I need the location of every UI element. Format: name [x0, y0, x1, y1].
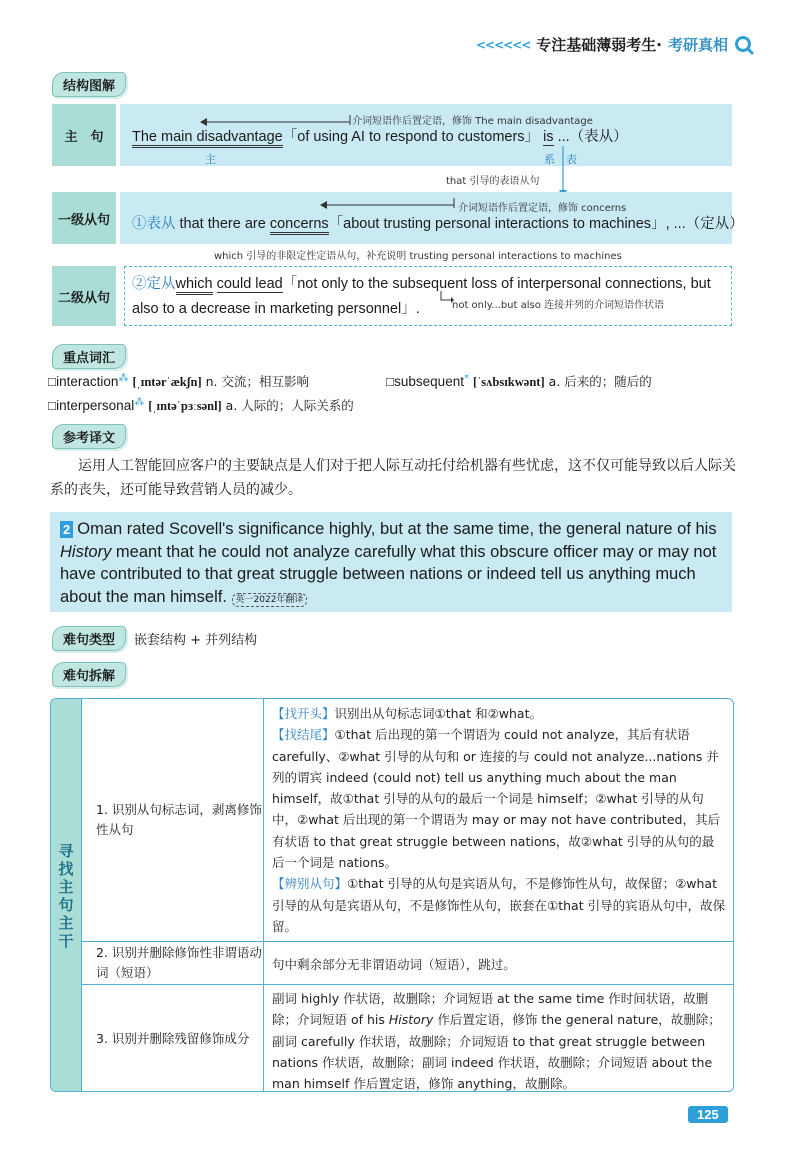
vocab-word: □subsequent — [386, 374, 464, 389]
first-annotation: 介词短语作后置定语，修饰 concerns — [458, 203, 627, 214]
line-text: ①that 后出现的第一个谓语为 could not analyze，其后有状语 carefully、②what 引导的从句和 or 连接的与 could not analyze...nations 并列的谓宾 indeed (could not) tell us anything much about the man himself，故①that 引导的从句的最后一个词是 himself；②what 引导的从句中，②what 后出现的第一个谓语为 may or may not have contributed，其后有状语 to that great struggle between nations，故②what 引导的从句的最后一个词是 nations。 — [272, 727, 720, 871]
section-type: 难句类型 — [52, 626, 126, 651]
first-noun: concerns — [270, 216, 329, 235]
side-char: 找 — [58, 860, 74, 878]
row3-italic: History — [388, 1012, 434, 1028]
side-char: 句 — [58, 896, 74, 914]
section-structure: 结构图解 — [52, 72, 126, 97]
vocab-meaning: a. 后来的；随后的 — [544, 374, 652, 389]
vocab-meaning: n. 交流；相互影响 — [201, 374, 309, 389]
table-row-1-body — [264, 701, 734, 939]
second-line1 — [132, 272, 711, 293]
translation-text: 运用人工智能回应客户的主要缺点是人们对于把人际互动托付给机器有些忧虑，这不仅可能导致以后人际关系的丧失，还可能导致营销人员的减少。 — [50, 458, 736, 498]
main-verb: is — [543, 129, 554, 145]
vocab-item-1 — [48, 372, 309, 390]
main-subject: The main disadvantage — [132, 129, 283, 148]
magnifier-icon — [734, 35, 754, 55]
line-text: 识别出从句标志词①that 和②what。 — [334, 706, 542, 721]
first-pre: that there are — [175, 216, 270, 232]
tag-label: 【辨别从句】 — [272, 876, 348, 892]
main-clause-text — [132, 125, 628, 146]
side-char: 干 — [58, 932, 74, 950]
page-header — [476, 34, 754, 55]
sentence-text-a: Oman rated Scovell's significance highly, but at the same time, the general nature of his — [77, 520, 717, 538]
sentence-text-b: meant that he could not analyze carefully what this obscure officer may or may not have contributed to that great struggle between nations or indeed tell us anything much about the man himself. — [60, 542, 717, 606]
table-row-3-step: 3. 识别并删除残留修饰成分 — [96, 1031, 250, 1046]
mark-pred: 表 — [566, 153, 577, 166]
section-translation: 参考译文 — [52, 424, 126, 449]
vocab-meaning: a. 人际的；人际关系的 — [221, 398, 354, 413]
tag-label: 【找开头】 — [272, 706, 335, 721]
breakdown-table — [50, 698, 734, 1092]
star-icon: ⁂ — [118, 372, 129, 384]
second-line2: also to a decrease in marketing personnel」. — [132, 301, 420, 317]
header-text: 专注基础薄弱考生· — [536, 36, 662, 54]
table-row-2-body: 句中剩余部分无非谓语动词（短语），跳过。 — [272, 957, 516, 972]
table-row-2-step: 2. 识别并删除修饰性非谓语动词（短语） — [96, 945, 262, 980]
bracket-arrow-2 — [320, 196, 460, 210]
first-phrase: 「about trusting personal interactions to machines」 — [328, 216, 666, 232]
table-row-1-step: 1. 识别从句标志词，剥离修饰性从句 — [96, 802, 262, 837]
star-icon: * — [463, 372, 469, 384]
header-arrows: <<<<<< — [475, 37, 531, 52]
table-row-3-body — [264, 986, 734, 1092]
vocab-phonetic: [ˌɪntərˈækʃn] — [132, 375, 202, 389]
vocab-word: □interpersonal — [48, 398, 135, 413]
vocab-item-3 — [48, 396, 354, 414]
table-side-label — [51, 699, 81, 1092]
down-arrow — [558, 146, 568, 198]
source-tag: 英一2022年翻译 — [232, 593, 308, 607]
tag-label: 【找结尾】 — [272, 727, 335, 743]
star-icon: ⁂ — [134, 396, 145, 408]
link2-text: which 引导的非限定性定语从句，补充说明 trusting personal interactions to machines — [214, 251, 622, 262]
sentence-italic: History — [60, 542, 112, 561]
side-char: 主 — [58, 914, 74, 932]
second-verb: could lead — [216, 276, 283, 292]
row3-text-a: 副词 highly 作状语，故删除；介词短语 at the same time 作时间状语，故删除；介词短语 of his — [272, 991, 709, 1028]
sentence-2-box — [50, 512, 732, 612]
second-which: which — [176, 276, 213, 295]
second-line1-rest: 「not only to the subsequent loss of interpersonal connections, but — [282, 276, 711, 292]
link1-text: that 引导的表语从句 — [446, 176, 540, 187]
label-main-clause: 主 句 — [52, 104, 116, 166]
sentence-number: 2 — [60, 521, 73, 538]
first-rest: , ...（定从） — [665, 216, 744, 232]
main-rest: ...（表从） — [553, 129, 628, 145]
label-second-clause: 二级从句 — [52, 266, 116, 326]
main-annotation: 介词短语作后置定语，修饰 The main disadvantage — [352, 116, 593, 127]
vocab-phonetic: [ˈsʌbsɪkwənt] — [472, 375, 545, 389]
line-text: ①that 引导的从句是宾语从句，不是修饰性从句，故保留；②what 引导的从句是宾语从句，不是修饰性从句，嵌套在①that 引导的宾语从句中，故保留。 — [272, 876, 726, 934]
mark-subject: 主 — [205, 153, 216, 166]
vocab-item-2 — [386, 372, 652, 390]
vocab-phonetic: [ˌɪntəˈpɜːsənl] — [148, 399, 222, 413]
label-first-clause: 一级从句 — [52, 192, 116, 244]
section-breakdown: 难句拆解 — [52, 662, 126, 687]
side-char: 主 — [58, 878, 74, 896]
main-phrase: 「of using AI to respond to customers」 — [282, 129, 540, 145]
row1-line-2 — [272, 724, 726, 873]
vocab-word: □interaction — [48, 374, 119, 389]
mark-verb: 系 — [544, 153, 555, 166]
second-annotation: not only...but also 连接并列的介词短语作状语 — [452, 300, 665, 311]
type-value: 嵌套结构 + 并列结构 — [134, 633, 258, 648]
header-accent: 考研真相 — [667, 36, 728, 54]
page-number: 125 — [688, 1106, 728, 1123]
row1-line-1 — [272, 703, 726, 724]
row3-text-b: 作后置定语，修饰 the general nature，故删除；副词 carefully 作状语，故删除；介词短语 to that great struggle between nations 作状语，故删除；副词 indeed 作状语，故删除；介词短语 about the man himself 作后置定语，修饰 anything，故删除。 — [272, 1012, 721, 1092]
first-clause-text — [132, 212, 744, 233]
first-marker: ①表从 — [132, 216, 176, 232]
second-marker: ②定从 — [132, 276, 176, 292]
row1-line-3 — [272, 873, 726, 937]
side-char: 寻 — [58, 842, 74, 860]
section-vocab: 重点词汇 — [52, 344, 126, 369]
